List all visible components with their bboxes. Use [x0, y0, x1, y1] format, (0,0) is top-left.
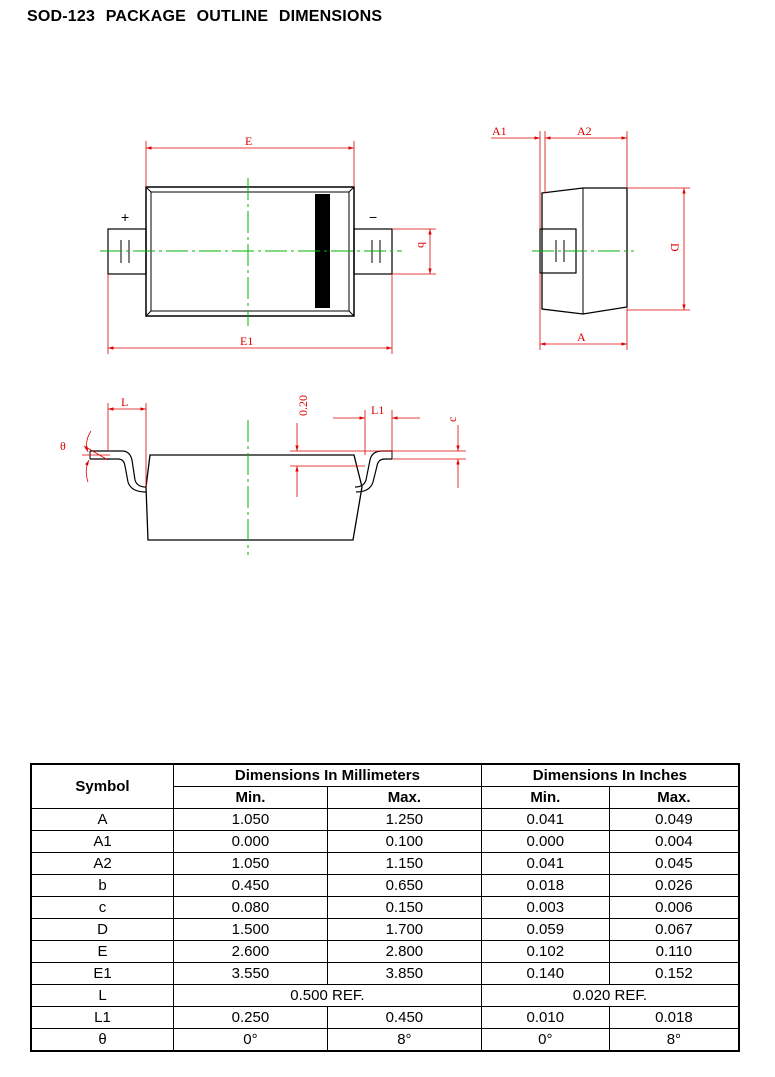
cell-in-min: 0.041 — [481, 809, 609, 831]
table-row — [31, 941, 739, 963]
dim-E-label: E — [245, 134, 253, 148]
dim-A1-label: A1 — [492, 124, 507, 138]
cell-sym: D — [31, 919, 174, 941]
inch-max-header: Max. — [609, 787, 739, 809]
page-title: SOD-123 PACKAGE OUTLINE DIMENSIONS — [27, 8, 383, 25]
table-row — [31, 963, 739, 985]
dim-E1-label: E1 — [240, 334, 254, 348]
cell-in-ref: 0.020 REF. — [481, 985, 739, 1007]
cell-in-max: 0.110 — [609, 941, 739, 963]
cell-mm-max: 0.650 — [327, 875, 481, 897]
cell-mm-max: 0.150 — [327, 897, 481, 919]
cell-in-max: 0.067 — [609, 919, 739, 941]
table-row — [31, 875, 739, 897]
cell-in-min: 0.140 — [481, 963, 609, 985]
cell-in-max: 0.152 — [609, 963, 739, 985]
cell-mm-max: 2.800 — [327, 941, 481, 963]
cell-mm-max: 1.700 — [327, 919, 481, 941]
mm-max-header: Max. — [327, 787, 481, 809]
dim-L-label: L — [121, 395, 129, 409]
cell-mm-min: 1.050 — [174, 853, 328, 875]
symbol-header: Symbol — [31, 764, 174, 809]
cell-sym: E — [31, 941, 174, 963]
cell-mm-max: 1.250 — [327, 809, 481, 831]
cell-in-min: 0.059 — [481, 919, 609, 941]
cell-mm-ref: 0.500 REF. — [174, 985, 482, 1007]
cell-sym: θ — [31, 1029, 174, 1052]
cell-in-min: 0.000 — [481, 831, 609, 853]
table-row — [31, 919, 739, 941]
cell-mm-max: 0.450 — [327, 1007, 481, 1029]
cell-mm-min: 0° — [174, 1029, 328, 1052]
cell-sym: L1 — [31, 1007, 174, 1029]
side-view-left-lead — [90, 451, 146, 492]
mm-min-header: Min. — [174, 787, 328, 809]
cell-in-min: 0° — [481, 1029, 609, 1052]
cell-in-max: 0.049 — [609, 809, 739, 831]
end-view — [491, 124, 690, 350]
cell-in-max: 0.006 — [609, 897, 739, 919]
cell-mm-min: 1.050 — [174, 809, 328, 831]
dimensions-table — [30, 763, 740, 1052]
dim-A-label: A — [577, 330, 586, 344]
cell-sym: A2 — [31, 853, 174, 875]
cathode-minus-label: − — [369, 209, 378, 225]
cell-mm-min: 3.550 — [174, 963, 328, 985]
dim-L1-label: L1 — [371, 403, 385, 417]
cell-sym: b — [31, 875, 174, 897]
cell-mm-max: 1.150 — [327, 853, 481, 875]
table-row — [31, 985, 739, 1007]
cell-sym: L — [31, 985, 174, 1007]
cell-sym: A — [31, 809, 174, 831]
cell-mm-min: 0.080 — [174, 897, 328, 919]
side-view-body — [146, 455, 362, 540]
cell-mm-min: 1.500 — [174, 919, 328, 941]
inch-header: Dimensions In Inches — [481, 764, 739, 787]
table-row — [31, 1007, 739, 1029]
table-header-row — [31, 764, 739, 787]
cell-mm-min: 0.450 — [174, 875, 328, 897]
cell-mm-max: 3.850 — [327, 963, 481, 985]
cell-in-max: 0.018 — [609, 1007, 739, 1029]
top-view — [100, 134, 436, 354]
table-row — [31, 809, 739, 831]
cell-in-min: 0.018 — [481, 875, 609, 897]
cell-mm-min: 2.600 — [174, 941, 328, 963]
dim-D-label: D — [668, 243, 682, 252]
anode-plus-label: + — [121, 209, 130, 225]
table-row — [31, 1029, 739, 1052]
dim-A2-label: A2 — [577, 124, 592, 138]
side-view — [60, 395, 466, 555]
cell-in-min: 0.010 — [481, 1007, 609, 1029]
mm-header: Dimensions In Millimeters — [174, 764, 482, 787]
cell-in-max: 0.026 — [609, 875, 739, 897]
cell-in-min: 0.041 — [481, 853, 609, 875]
cell-in-min: 0.102 — [481, 941, 609, 963]
dim-gauge-label: 0.20 — [296, 395, 310, 416]
cell-in-max: 0.045 — [609, 853, 739, 875]
cell-in-min: 0.003 — [481, 897, 609, 919]
cell-in-max: 8° — [609, 1029, 739, 1052]
cell-mm-min: 0.250 — [174, 1007, 328, 1029]
dim-theta-label: θ — [60, 439, 66, 453]
cell-sym: c — [31, 897, 174, 919]
cell-mm-max: 8° — [327, 1029, 481, 1052]
dim-c-label: c — [445, 416, 459, 422]
dim-b-label: b — [415, 242, 429, 248]
cell-mm-max: 0.100 — [327, 831, 481, 853]
cell-sym: A1 — [31, 831, 174, 853]
side-view-right-lead — [355, 451, 392, 492]
table-row — [31, 897, 739, 919]
cell-mm-min: 0.000 — [174, 831, 328, 853]
cell-sym: E1 — [31, 963, 174, 985]
table-row — [31, 831, 739, 853]
inch-min-header: Min. — [481, 787, 609, 809]
cell-in-max: 0.004 — [609, 831, 739, 853]
table-row — [31, 853, 739, 875]
